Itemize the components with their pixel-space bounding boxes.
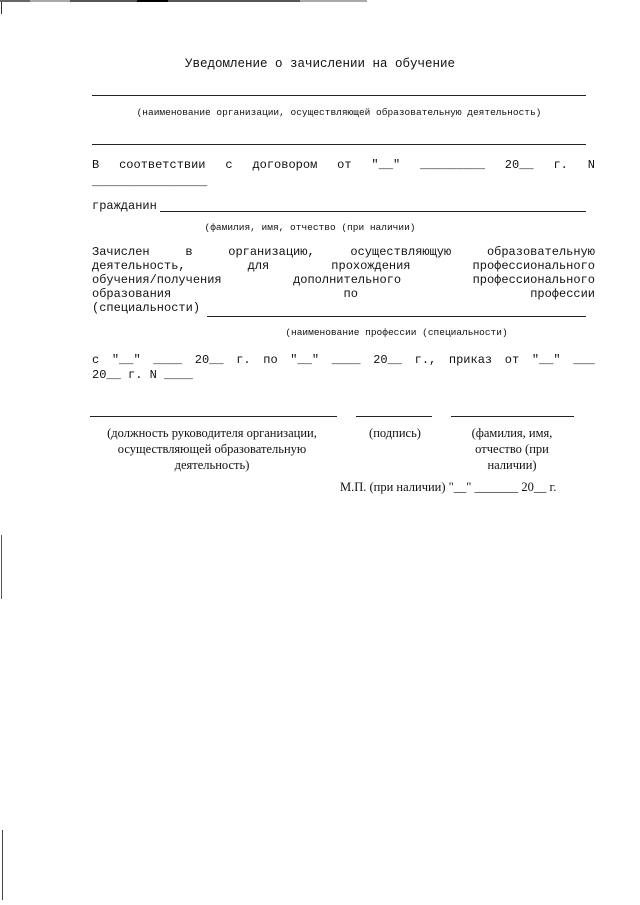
word: организацию, [228, 245, 315, 259]
word: профессионального [472, 259, 595, 273]
scan-left-edge-top [1, 2, 2, 14]
end-month-blank: ____ [331, 353, 361, 367]
start-day-blank: "__" [111, 353, 141, 367]
start-year-blank: 20__ [194, 353, 224, 367]
contract-word: соответствии [119, 158, 206, 172]
word: по [263, 353, 278, 367]
name-caption: (фамилия, имя, отчество (при наличии) [471, 426, 553, 472]
word: Зачислен [92, 245, 150, 259]
scan-top-edge [0, 0, 367, 2]
contract-word: В [92, 158, 100, 172]
word: прохождения [331, 259, 411, 273]
signature-caption: (подпись) [369, 426, 421, 440]
period-line-2: 20__ г. N ____ [92, 368, 193, 382]
contract-word: от [337, 158, 352, 172]
period-line-1 [92, 353, 595, 367]
word: для [247, 259, 270, 273]
citizen-name-line [160, 211, 586, 212]
word: осуществляющую [350, 245, 452, 259]
paragraph-line [92, 259, 595, 273]
profession-caption: (наименование профессии (специальности) [285, 327, 508, 338]
contract-line [92, 158, 595, 172]
paragraph-line [92, 245, 595, 259]
contract-month-blank: _________ [420, 158, 485, 172]
order-month-blank: ___ [573, 353, 595, 367]
paragraph-line [92, 287, 595, 301]
word: деятельность, [92, 259, 186, 273]
word: в [185, 245, 193, 259]
paragraph-line [92, 273, 595, 287]
word: образовательную [486, 245, 595, 259]
word: приказ [448, 353, 493, 367]
org-name-line-2 [92, 144, 586, 145]
word: с [92, 353, 100, 367]
stamp-date-line: М.П. (при наличии) "__" _______ 20__ г. [340, 480, 557, 494]
contract-number-blank: ________________ [92, 175, 208, 189]
word: г., [414, 353, 437, 367]
word: профессионального [472, 273, 595, 287]
end-year-blank: 20__ [373, 353, 403, 367]
word: профессии [530, 287, 595, 301]
contract-word: N [587, 158, 595, 172]
position-caption: (должность руководителя организации, осуществляющей образовательную деятельность) [107, 426, 317, 472]
word: по [343, 287, 358, 301]
word: г. [236, 353, 251, 367]
enrolled-paragraph [92, 245, 595, 315]
position-signature-line [90, 416, 337, 417]
word: образования [92, 287, 172, 301]
scan-left-edge-bottom [2, 830, 3, 900]
citizen-caption: (фамилия, имя, отчество (при наличии) [204, 222, 416, 233]
signature-line [356, 416, 432, 417]
profession-line [207, 316, 586, 317]
end-day-blank: "__" [290, 353, 320, 367]
contract-word: с [225, 158, 233, 172]
org-name-caption: (наименование организации, осуществляющей образовательную деятельность) [136, 107, 542, 118]
order-day-blank: "__" [531, 353, 561, 367]
org-name-line [92, 95, 586, 96]
document-title: Уведомление о зачислении на обучение [184, 57, 456, 71]
citizen-label: гражданин [92, 199, 157, 213]
start-month-blank: ____ [153, 353, 183, 367]
word: дополнительного [293, 273, 402, 287]
contract-word: г. [553, 158, 568, 172]
name-signature-line [451, 416, 574, 417]
word: обучения/получения [92, 273, 222, 287]
contract-year-blank: 20__ [504, 158, 534, 172]
contract-word: договором [252, 158, 318, 172]
scan-left-edge-middle [1, 535, 2, 599]
contract-day-blank: "__" [371, 158, 401, 172]
specialty-label: (специальности) [92, 301, 201, 315]
word: от [504, 353, 520, 367]
